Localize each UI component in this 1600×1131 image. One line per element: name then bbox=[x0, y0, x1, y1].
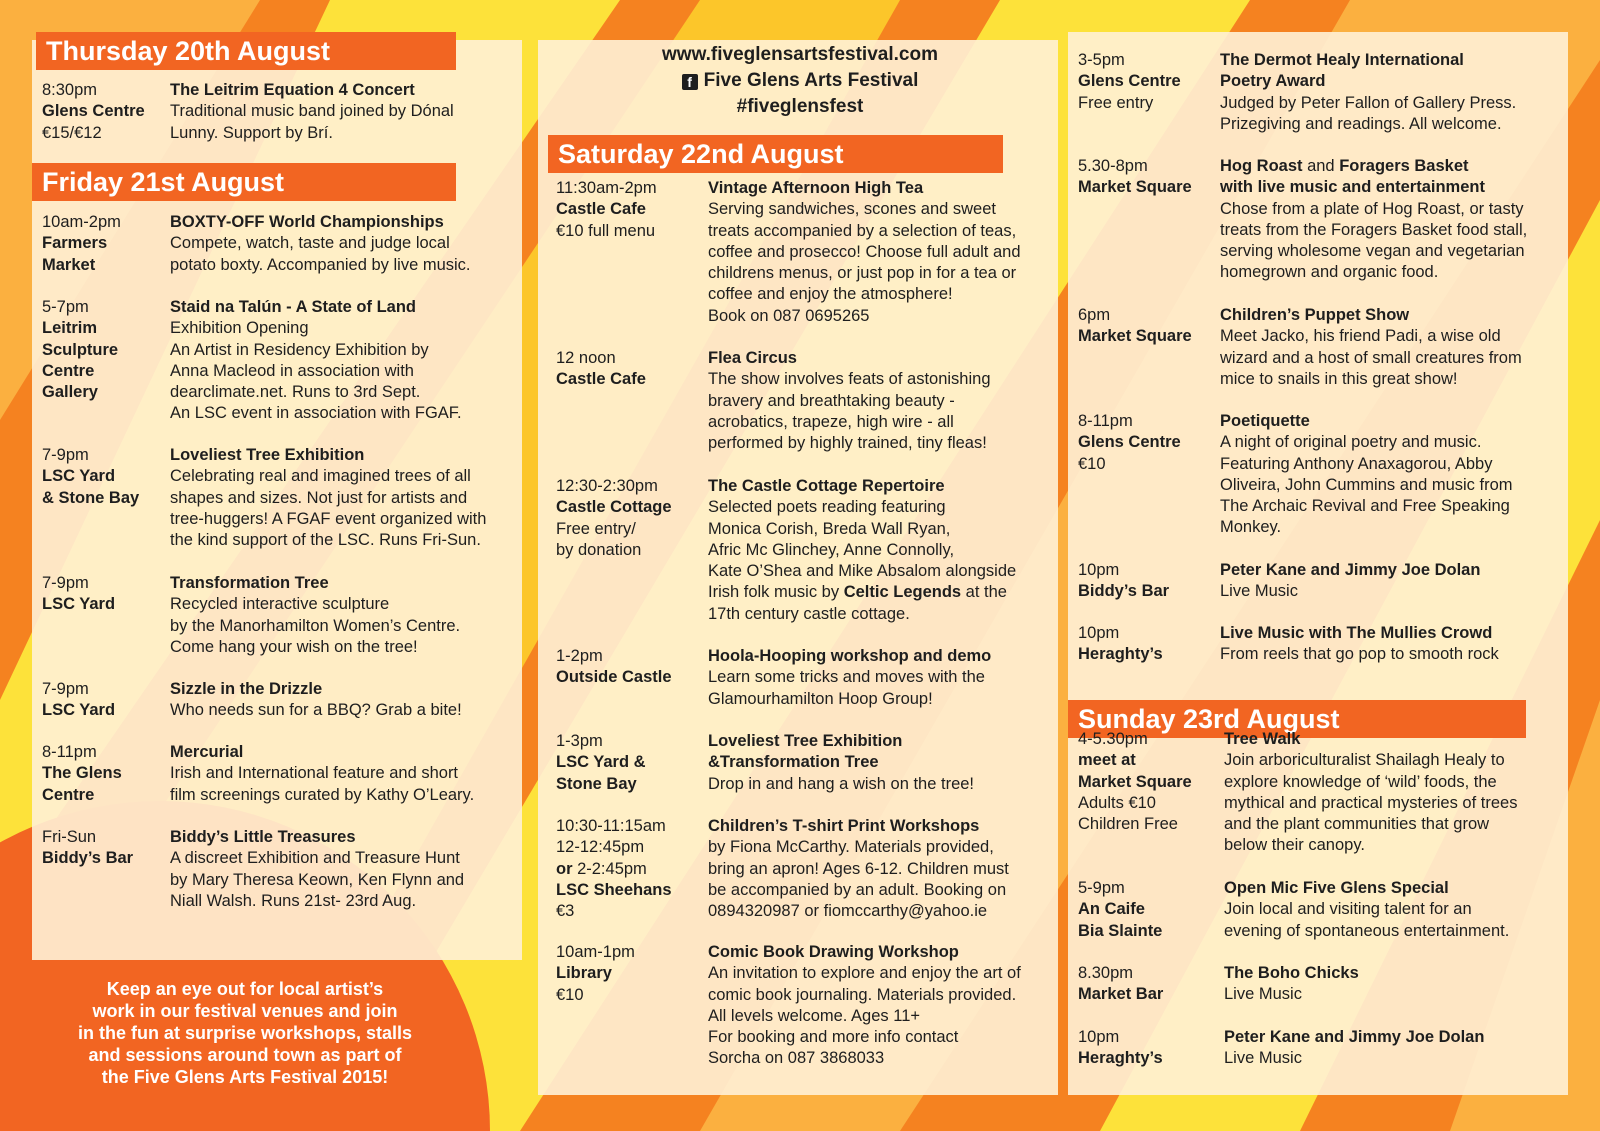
event-time: 8-11pm bbox=[42, 743, 97, 761]
event-venue: Glens Centre bbox=[1078, 72, 1181, 91]
event-info: Free entry bbox=[1078, 93, 1154, 112]
event-venue: Market Square bbox=[1078, 178, 1192, 197]
event-title: Flea Circus bbox=[708, 349, 797, 367]
event-title: Peter Kane and Jimmy Joe Dolan bbox=[1224, 1028, 1485, 1046]
event-info: €3 bbox=[556, 902, 575, 921]
event-what bbox=[1224, 1027, 1574, 1070]
event-when bbox=[1078, 560, 1208, 603]
event-what bbox=[708, 816, 1058, 922]
event-title: Poetiquette bbox=[1220, 412, 1310, 430]
event-title-part: Hog Roast bbox=[1220, 157, 1303, 175]
event-price: €15/€12 bbox=[42, 123, 102, 142]
event-time: 10am-2pm bbox=[42, 213, 121, 231]
event-when bbox=[42, 445, 172, 509]
event-time: 6pm bbox=[1078, 306, 1111, 324]
event-description: Exhibition Opening An Artist in Residency Exhibition by Anna Macleod in association with dearclimate.net. Runs to 3rd Sept. An LSC event in association with FGAF. bbox=[170, 319, 462, 423]
event-venue: Heraghty’s bbox=[1078, 645, 1163, 664]
event-venue: Castle Cafe bbox=[556, 200, 646, 219]
event-what bbox=[170, 827, 520, 912]
event-time: 10pm bbox=[1078, 1028, 1120, 1046]
event-time: 12:30-2:30pm bbox=[556, 477, 658, 495]
event-when bbox=[1078, 623, 1208, 666]
event-what bbox=[170, 445, 520, 551]
event-description: Serving sandwiches, scones and sweet treats accompanied by a selection of teas, coffee and prosecco! Choose full adult and childrens menus, or just pop in for a tea or coffee and enjoy the atmosphere! Book on 087 0695265 bbox=[708, 200, 1021, 325]
event-when bbox=[1078, 878, 1208, 942]
event-venue: Outside Castle bbox=[556, 668, 672, 687]
event-time: 10:30-11:15am 12-12:45pm bbox=[556, 817, 666, 857]
event-time: 8.30pm bbox=[1078, 964, 1134, 982]
event-what bbox=[1224, 963, 1574, 1006]
festival-links bbox=[560, 42, 1040, 120]
event-description: Celebrating real and imagined trees of all shapes and sizes. Not just for artists and tree-huggers! A FGAF event organized with the kind support of the LSC. Runs Fri-Sun. bbox=[170, 467, 487, 550]
event-description: Who needs sun for a BBQ? Grab a bite! bbox=[170, 701, 462, 720]
event-what bbox=[170, 80, 520, 144]
event-title: Comic Book Drawing Workshop bbox=[708, 943, 959, 961]
event-what bbox=[1220, 50, 1570, 135]
event-title: Open Mic Five Glens Special bbox=[1224, 879, 1449, 897]
event-title: Children’s T-shirt Print Workshops bbox=[708, 817, 980, 835]
event-description: Live Music bbox=[1224, 985, 1302, 1004]
event-title: Live Music with The Mullies Crowd bbox=[1220, 624, 1493, 642]
event-venue: meet at Market Square bbox=[1078, 751, 1192, 791]
facebook-label: Five Glens Arts Festival bbox=[703, 70, 919, 91]
event-title: Mercurial bbox=[170, 743, 244, 761]
event-what bbox=[1220, 305, 1570, 390]
event-when bbox=[42, 827, 172, 870]
event-title: The Dermot Healy International Poetry Award bbox=[1220, 51, 1464, 91]
facebook-icon: f bbox=[682, 74, 698, 90]
event-description: Live Music bbox=[1220, 582, 1298, 601]
event-what bbox=[1224, 878, 1574, 942]
event-time: 12 noon bbox=[556, 349, 616, 367]
event-title: Hoola-Hooping workshop and demo bbox=[708, 647, 992, 665]
event-venue: LSC Yard & Stone Bay bbox=[42, 467, 140, 507]
event-info: Adults €10 Children Free bbox=[1078, 793, 1178, 834]
event-venue: An Caife Bia Slainte bbox=[1078, 900, 1163, 940]
event-description: An invitation to explore and enjoy the art of comic book journaling. Materials provided. All levels welcome. Ages 11+ For booking and more info contact Sorcha on 087 3868033 bbox=[708, 964, 1021, 1068]
event-title: The Boho Chicks bbox=[1224, 964, 1359, 982]
event-venue: Castle Cottage bbox=[556, 498, 672, 517]
event-what bbox=[708, 646, 1058, 710]
event-venue: Biddy’s Bar bbox=[1078, 582, 1170, 601]
event-title: Staid na Talún - A State of Land bbox=[170, 298, 416, 316]
event-what bbox=[1224, 729, 1574, 857]
event-when bbox=[42, 80, 172, 144]
event-when bbox=[42, 297, 172, 403]
event-when bbox=[1078, 1027, 1208, 1070]
event-title bbox=[1220, 156, 1570, 199]
event-time: 4-5.30pm bbox=[1078, 730, 1148, 748]
event-when bbox=[556, 476, 686, 561]
event-title: Biddy’s Little Treasures bbox=[170, 828, 356, 846]
event-venue: Glens Centre bbox=[42, 102, 145, 121]
event-venue: Farmers Market bbox=[42, 234, 108, 274]
event-title-part: Foragers Basket with live music and entertainment bbox=[1220, 157, 1485, 197]
event-when bbox=[556, 348, 686, 391]
event-title: Loveliest Tree Exhibition &Transformation Tree bbox=[708, 732, 903, 772]
event-venue: LSC Yard & Stone Bay bbox=[556, 753, 646, 793]
event-desc-part: Selected poets reading featuring Monica Corish, Breda Wall Ryan, Afric Mc Glinchey, Anne Connolly, Kate O’Shea and Mike Absalom alongside Irish folk music by bbox=[708, 498, 1017, 602]
event-venue: Biddy’s Bar bbox=[42, 849, 134, 868]
event-what bbox=[1220, 623, 1570, 666]
event-what bbox=[708, 731, 1058, 795]
event-venue: LSC Yard bbox=[42, 701, 116, 720]
event-what bbox=[170, 742, 520, 806]
hashtag: #fiveglensfest bbox=[736, 96, 864, 117]
event-time: 5.30-8pm bbox=[1078, 157, 1148, 175]
event-time: Fri-Sun bbox=[42, 828, 97, 846]
event-venue: Market Bar bbox=[1078, 985, 1164, 1004]
event-venue: Glens Centre bbox=[1078, 433, 1181, 452]
event-when bbox=[42, 212, 172, 276]
event-title: Sizzle in the Drizzle bbox=[170, 680, 323, 698]
event-what bbox=[170, 297, 520, 425]
event-description: From reels that go pop to smooth rock bbox=[1220, 645, 1499, 664]
event-title: The Castle Cottage Repertoire bbox=[708, 477, 945, 495]
event-title: The Leitrim Equation 4 Concert bbox=[170, 81, 415, 99]
event-venue: LSC Yard bbox=[42, 595, 116, 614]
event-time: 1-2pm bbox=[556, 647, 603, 665]
event-description bbox=[708, 497, 1058, 625]
event-info: €10 full menu bbox=[556, 221, 656, 240]
event-time: 3-5pm bbox=[1078, 51, 1125, 69]
event-or: or bbox=[556, 859, 573, 878]
event-when bbox=[42, 573, 172, 616]
event-description: Join arboriculturalist Shailagh Healy to explore knowledge of ‘wild’ foods, the mythical and practical mysteries of trees and the plant communities that grow below their canopy. bbox=[1224, 751, 1518, 855]
event-description: Judged by Peter Fallon of Gallery Press. Prizegiving and readings. All welcome. bbox=[1220, 93, 1517, 133]
event-description: Chose from a plate of Hog Roast, or tasty treats from the Foragers Basket food stall, serving wholesome vegan and vegetarian homegrown and organic food. bbox=[1220, 199, 1528, 282]
event-when bbox=[42, 679, 172, 722]
event-when bbox=[1078, 156, 1208, 199]
event-what bbox=[708, 476, 1058, 625]
event-time: 5-7pm bbox=[42, 298, 89, 316]
event-title: Peter Kane and Jimmy Joe Dolan bbox=[1220, 561, 1481, 579]
event-time: 7-9pm bbox=[42, 680, 89, 698]
saturday-heading: Saturday 22nd August bbox=[548, 135, 1003, 173]
event-what bbox=[170, 212, 520, 276]
event-venue: The Glens Centre bbox=[42, 764, 122, 804]
thursday-heading: Thursday 20th August bbox=[36, 32, 456, 70]
event-title: Tree Walk bbox=[1224, 730, 1301, 748]
event-venue: Castle Cafe bbox=[556, 370, 646, 389]
event-what bbox=[708, 178, 1058, 327]
event-title: BOXTY-OFF World Championships bbox=[170, 213, 444, 231]
event-description: by Fiona McCarthy. Materials provided, bring an apron! Ages 6-12. Children must be accompanied by an adult. Booking on 0894320987 or fiomccarthy@yahoo.ie bbox=[708, 838, 1009, 921]
event-venue: Library bbox=[556, 964, 612, 983]
event-what bbox=[170, 679, 520, 722]
event-description: Compete, watch, taste and judge local potato boxty. Accompanied by live music. bbox=[170, 234, 471, 274]
event-description: Traditional music band joined by Dónal Lunny. Support by Brí. bbox=[170, 102, 454, 142]
event-description: Recycled interactive sculpture by the Manorhamilton Women’s Centre. Come hang your wish on the tree! bbox=[170, 595, 461, 656]
event-title: Loveliest Tree Exhibition bbox=[170, 446, 365, 464]
event-when bbox=[1078, 50, 1208, 114]
event-description: A discreet Exhibition and Treasure Hunt by Mary Theresa Keown, Ken Flynn and Niall Walsh. Runs 21st- 23rd Aug. bbox=[170, 849, 465, 910]
event-info: Free entry/ by donation bbox=[556, 519, 642, 559]
event-what bbox=[1220, 156, 1570, 284]
event-title-joiner: and bbox=[1302, 157, 1340, 175]
event-what bbox=[708, 348, 1058, 454]
event-what bbox=[1220, 560, 1570, 603]
event-what bbox=[708, 942, 1058, 1070]
event-when bbox=[556, 731, 686, 795]
website-link[interactable]: www.fiveglensartsfestival.com bbox=[662, 44, 938, 65]
facebook-link[interactable] bbox=[560, 68, 1040, 94]
event-when bbox=[1078, 411, 1208, 475]
event-title: Transformation Tree bbox=[170, 574, 329, 592]
event-venue: Market Square bbox=[1078, 327, 1192, 346]
event-time-alt: 2-2:45pm bbox=[572, 859, 647, 878]
event-when bbox=[1078, 963, 1208, 1006]
event-description: A night of original poetry and music. Featuring Anthony Anaxagorou, Abby Oliveira, John Cummins and music from The Archaic Revival and Free Speaking Monkey. bbox=[1220, 433, 1513, 537]
event-description: Drop in and hang a wish on the tree! bbox=[708, 774, 975, 793]
event-time: 8-11pm bbox=[1078, 412, 1133, 430]
event-time: 10pm bbox=[1078, 561, 1120, 579]
event-when bbox=[556, 178, 686, 242]
event-description: Join local and visiting talent for an evening of spontaneous entertainment. bbox=[1224, 900, 1510, 940]
event-when bbox=[1078, 729, 1208, 835]
event-title: Children’s Puppet Show bbox=[1220, 306, 1410, 324]
event-when bbox=[556, 816, 686, 922]
event-time: 7-9pm bbox=[42, 446, 89, 464]
event-when bbox=[556, 942, 686, 1006]
event-time: 8:30pm bbox=[42, 81, 98, 99]
event-description: Irish and International feature and short film screenings curated by Kathy O’Leary. bbox=[170, 764, 475, 804]
event-desc-highlight: Celtic Legends bbox=[843, 583, 962, 602]
event-when bbox=[42, 742, 172, 806]
event-venue: Heraghty’s bbox=[1078, 1049, 1163, 1068]
footer-note: Keep an eye out for local artist’s work in our festival venues and join in the fun at surprise workshops, stalls and sessions around town as part of the Five Glens Arts Festival 2015! bbox=[77, 979, 413, 1087]
event-when bbox=[556, 646, 686, 689]
event-description: The show involves feats of astonishing bravery and breathtaking beauty - acrobatics, trapeze, high wire - all performed by highly trained, tiny fleas! bbox=[708, 370, 991, 453]
event-time: 10am-1pm bbox=[556, 943, 635, 961]
event-time: 11:30am-2pm bbox=[556, 179, 657, 197]
event-what bbox=[1220, 411, 1570, 539]
event-time-extra bbox=[556, 859, 686, 880]
event-info: €10 bbox=[556, 985, 584, 1004]
event-description: Live Music bbox=[1224, 1049, 1302, 1068]
event-time: 10pm bbox=[1078, 624, 1120, 642]
event-time: 5-9pm bbox=[1078, 879, 1125, 897]
event-info: €10 bbox=[1078, 454, 1106, 473]
sunday-heading: Sunday 23rd August bbox=[1068, 700, 1526, 738]
event-time: 1-3pm bbox=[556, 732, 603, 750]
event-when bbox=[1078, 305, 1208, 348]
event-description: Learn some tricks and moves with the Glamourhamilton Hoop Group! bbox=[708, 668, 985, 708]
event-what bbox=[170, 573, 520, 658]
event-desc-part: at the 17th century castle cottage. bbox=[708, 583, 1007, 623]
event-title: Vintage Afternoon High Tea bbox=[708, 179, 924, 197]
event-description: Meet Jacko, his friend Padi, a wise old wizard and a host of small creatures from mice to snails in this great show! bbox=[1220, 327, 1522, 388]
event-venue: Leitrim Sculpture Centre Gallery bbox=[42, 319, 119, 402]
friday-heading: Friday 21st August bbox=[32, 163, 456, 201]
event-venue: LSC Sheehans bbox=[556, 880, 672, 899]
event-time: 7-9pm bbox=[42, 574, 89, 592]
